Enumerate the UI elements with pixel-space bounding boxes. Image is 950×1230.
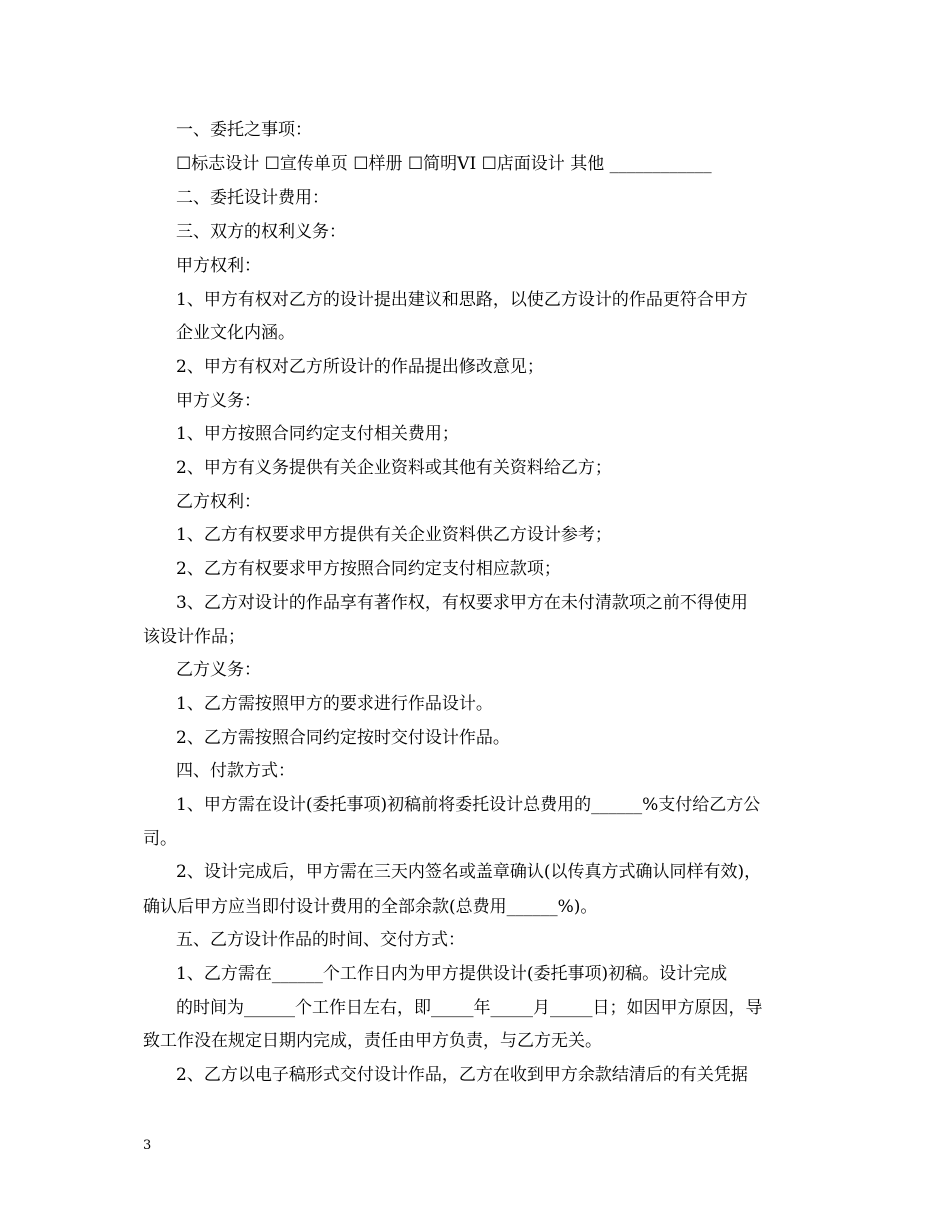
paragraph-line: 该设计作品； [143,627,245,647]
party-a-duties-heading: 甲方义务： [176,391,261,411]
paragraph-line: 2、设计完成后，甲方需在三天内签名或盖章确认(以传真方式确认同样有效)， [176,862,762,882]
paragraph-line: 1、甲方有权对乙方的设计提出建议和思路，以使乙方设计的作品更符合甲方 [176,290,748,310]
paragraph-line: 2、乙方有权要求甲方按照合同约定支付相应款项； [176,559,561,579]
party-b-rights-heading: 乙方权利： [176,492,261,512]
paragraph-line: 1、乙方有权要求甲方提供有关企业资料供乙方设计参考； [176,525,612,545]
paragraph-line: 1、乙方需在______个工作日内为甲方提供设计(委托事项)初稿。设计完成 [176,964,728,984]
page-number: 3 [143,1138,152,1153]
paragraph-line: 1、乙方需按照甲方的要求进行作品设计。 [176,694,493,714]
party-a-rights-heading: 甲方权利： [176,256,261,276]
paragraph-line: 企业文化内涵。 [176,323,295,343]
paragraph-line: 的时间为______个工作日左右，即_____年_____月_____日；如因甲方原因，导 [176,998,763,1018]
design-item-checkboxes: ☐标志设计 ☐宣传单页 ☐样册 ☐简明VI ☐店面设计 其他 ____________ [176,154,712,174]
section-2-heading: 二、委托设计费用： [176,188,329,208]
paragraph-line: 1、甲方按照合同约定支付相关费用； [176,424,459,444]
paragraph-line: 2、乙方需按照合同约定按时交付设计作品。 [176,728,510,748]
section-1-heading: 一、委托之事项： [176,120,312,140]
paragraph-line: 1、甲方需在设计(委托事项)初稿前将委托设计总费用的______%支付给乙方公 [176,795,761,815]
section-5-heading: 五、乙方设计作品的时间、交付方式： [176,930,465,950]
paragraph-line: 致工作没在规定日期内完成，责任由甲方负责，与乙方无关。 [143,1031,602,1051]
paragraph-line: 司。 [143,829,177,849]
section-4-heading: 四、付款方式： [176,761,295,781]
paragraph-line: 2、乙方以电子稿形式交付设计作品，乙方在收到甲方余款结清后的有关凭据 [176,1065,748,1085]
section-3-heading: 三、双方的权利义务： [176,222,346,242]
paragraph-line: 确认后甲方应当即付设计费用的全部余款(总费用______%)。 [143,897,598,917]
paragraph-line: 3、乙方对设计的作品享有著作权，有权要求甲方在未付清款项之前不得使用 [176,593,748,613]
paragraph-line: 2、甲方有义务提供有关企业资料或其他有关资料给乙方； [176,458,612,478]
party-b-duties-heading: 乙方义务： [176,660,261,680]
paragraph-line: 2、甲方有权对乙方所设计的作品提出修改意见； [176,357,544,377]
